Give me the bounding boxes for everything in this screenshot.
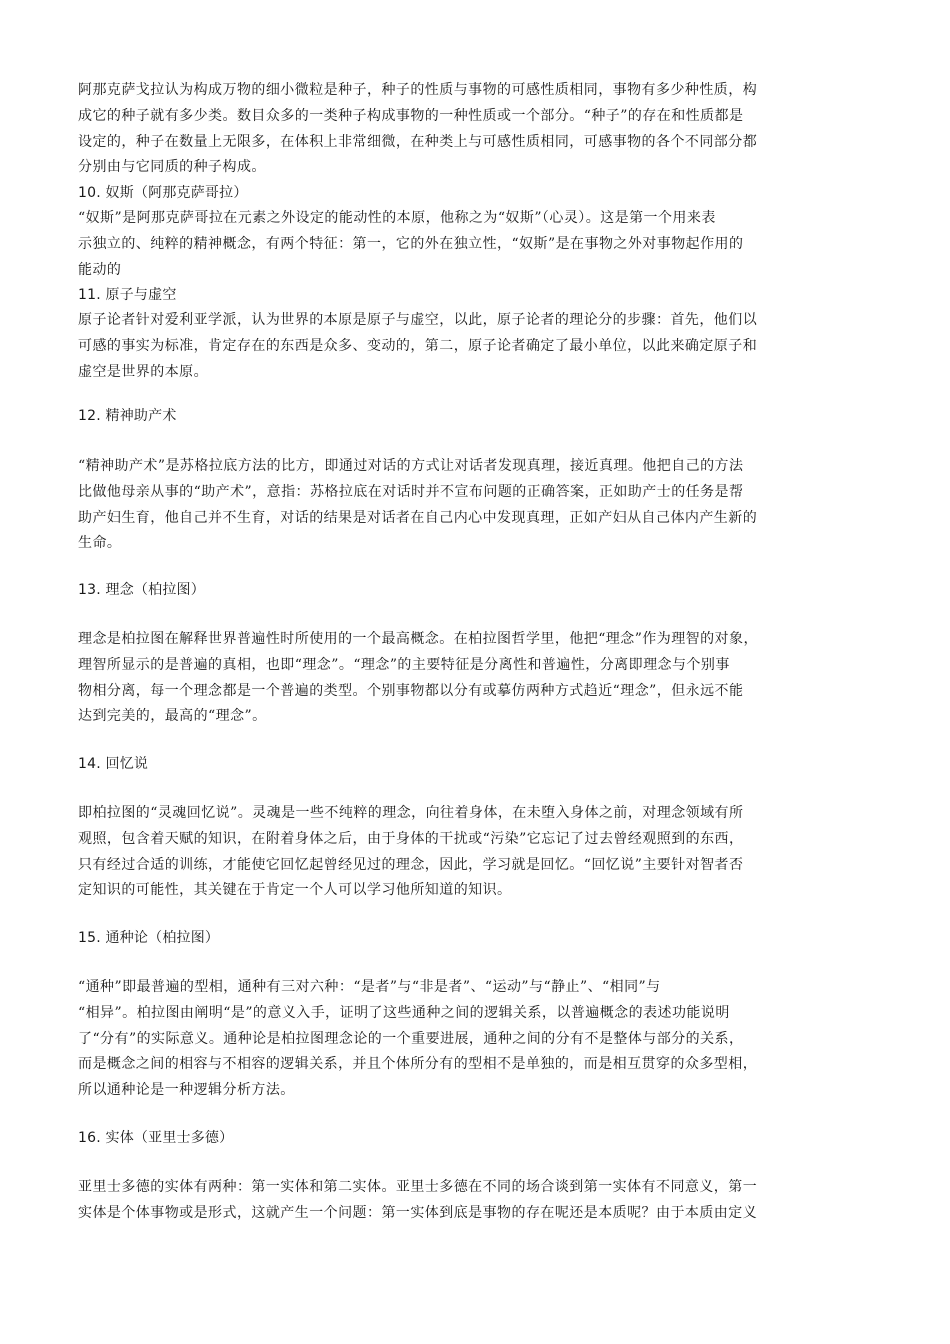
paragraph-12-maieutics: “精神助产术”是苏格拉底方法的比方，即通过对话的方式让对话者发现真理，接近真理。他把自己的方法 比做他母亲从事的“助产术”，意指：苏格拉底在对话时并不宣布问题的正确答案，正如助产士的任务是帮 助产妇生育，他自己并不生育，对话的结果是对话者在自己内心中发现真理，正如产妇从自己体内产生新的 生命。 — [78, 458, 758, 552]
paragraph-15-common-kinds: “通种”即最普遍的型相，通种有三对六种：“是者”与“非是者”、“运动”与“静止”、“相同”与 “相异”。柏拉图由阐明“是”的意义入手，证明了这些通种之间的逻辑关系，以普遍概念的表述功能说明 了“分有”的实际意义。通种论是柏拉图理念论的一个重要进展，通种之间的分有不是整体与部分的关系， 而是概念之间的相容与不相容的逻辑关系，并且个体所分有的型相不是单独的，而是相互贯穿的众多型相， 所以通种论是一种逻辑分析方法。 — [78, 979, 758, 1099]
heading-12-maieutics: 12. 精神助产术 — [78, 408, 177, 424]
heading-14-recollection: 14. 回忆说 — [78, 756, 149, 772]
heading-16-substance: 16. 实体（亚里士多德） — [78, 1130, 234, 1146]
heading-11-atoms-void: 11. 原子与虚空 — [78, 287, 177, 303]
heading-15-common-kinds: 15. 通种论（柏拉图） — [78, 930, 220, 946]
heading-10-nous: 10. 奴斯（阿那克萨哥拉） — [78, 185, 248, 201]
paragraph-13-idea: 理念是柏拉图在解释世界普遍性时所使用的一个最高概念。在柏拉图哲学里，他把“理念”作为理智的对象， 理智所显示的是普遍的真相，也即“理念”。“理念”的主要特征是分离性和普遍性，分离即理念与个别事 物相分离，每一个理念都是一个普遍的类型。个别事物都以分有或摹仿两种方式趋近“理念”，但永远不能 达到完美的，最高的“理念”。 — [78, 631, 758, 725]
paragraph-11-atoms-void: 原子论者针对爱利亚学派，认为世界的本原是原子与虚空，以此，原子论者的理论分的步骤：首先，他们以 可感的事实为标准，肯定存在的东西是众多、变动的，第二，原子论者确定了最小单位，以此来确定原子和 虚空是世界的本原。 — [78, 312, 758, 380]
heading-13-idea: 13. 理念（柏拉图） — [78, 582, 205, 598]
paragraph-10-nous: “奴斯”是阿那克萨哥拉在元素之外设定的能动性的本原，他称之为“奴斯”（心灵）。这是第一个用来表 示独立的、纯粹的精神概念，有两个特征：第一，它的外在独立性，“奴斯”是在事物之外对事物起作用的 能动的 — [78, 210, 744, 278]
paragraph-14-recollection: 即柏拉图的“灵魂回忆说”。灵魂是一些不纯粹的理念，向往着身体，在未堕入身体之前，对理念领域有所 观照，包含着天赋的知识，在附着身体之后，由于身体的干扰或“污染”它忘记了过去曾经观照到的东西， 只有经过合适的训练，才能使它回忆起曾经见过的理念，因此，学习就是回忆。“回忆说”主要针对智者否 定知识的可能性，其关键在于肯定一个人可以学习他所知道的知识。 — [78, 805, 744, 899]
paragraph-intro: 阿那克萨戈拉认为构成万物的细小微粒是种子，种子的性质与事物的可感性质相同，事物有多少种性质，构 成它的种子就有多少类。数目众多的一类种子构成事物的一种性质或一个部分。“种子”的存在和性质都是 设定的，种子在数量上无限多，在体积上非常细微，在种类上与可感性质相同，可感事物的各个不同部分都 分别由与它同质的种子构成。 — [78, 82, 758, 176]
paragraph-16-substance: 亚里士多德的实体有两种：第一实体和第二实体。亚里士多德在不同的场合谈到第一实体有不同意义，第一 实体是个体事物或是形式，这就产生一个问题：第一实体到底是事物的存在呢还是本质呢？由于本质由定义 — [78, 1179, 758, 1221]
